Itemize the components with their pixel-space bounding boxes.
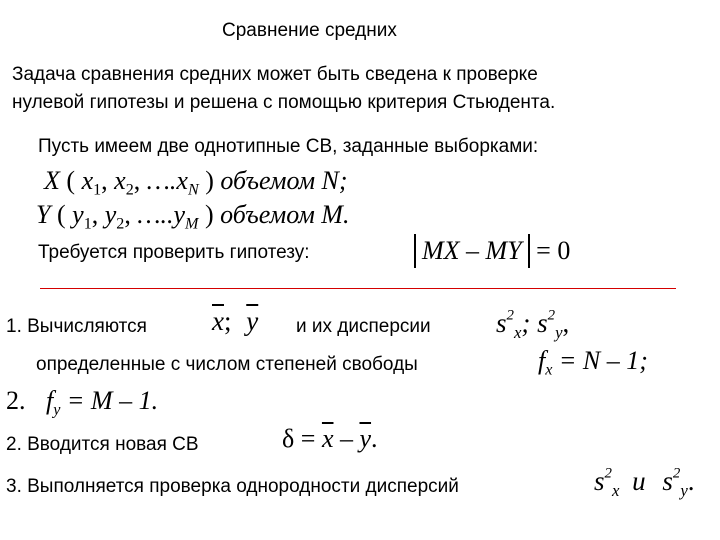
sample-x-open: ( <box>66 166 76 195</box>
sample-y-formula: Y ( $y_1$, $y_2$, $\dots..y_M$ ) объемом M. <box>36 200 350 233</box>
sample-x-ellipsis: ….x <box>146 166 188 195</box>
step2-num: 2. <box>6 386 26 415</box>
step4-s-x: s <box>594 466 605 496</box>
disp-sup-y: 2 <box>547 307 556 324</box>
dof-x-f: f <box>538 346 546 375</box>
step2-sub: y <box>53 401 61 419</box>
dof-x-sub: x <box>545 361 553 379</box>
disp-s-x: s <box>496 308 507 338</box>
sample-x-sub1: 1 <box>93 181 102 199</box>
intro-line-1: Задача сравнения средних может быть сведена к проверке <box>12 64 538 85</box>
mean-sep: ; <box>223 306 232 336</box>
mean-x: $\overline{x}$ <box>212 306 224 336</box>
step3-eq: = <box>300 424 316 453</box>
step4-sub-x: x <box>611 480 620 500</box>
disp-end: , <box>562 308 570 338</box>
sample-y-open: ( <box>56 200 66 229</box>
sample-y-volume: объемом M. <box>220 200 350 229</box>
sample-y-y1: y <box>72 200 84 229</box>
mean-y: $\overline{y}$ <box>246 306 259 336</box>
sample-x-x1: x <box>81 166 94 195</box>
hypothesis-label: Требуется проверить гипотезу: <box>38 242 310 263</box>
page-title: Сравнение средних <box>222 20 397 41</box>
sample-x-subN: N <box>187 181 199 199</box>
step3-formula <box>282 424 378 454</box>
step2-rest: = M – 1. <box>60 386 159 415</box>
sample-x-sub2: 2 <box>125 181 134 199</box>
sample-x-close: ) <box>205 166 214 195</box>
sample-y-sub1: 1 <box>83 215 92 233</box>
disp-sup-x: 2 <box>506 307 514 324</box>
step2-formula <box>6 386 159 419</box>
step1-means <box>212 306 258 337</box>
sample-y-ellipsis: …..y <box>137 200 186 229</box>
step1-label: 1. Вычисляются <box>6 316 147 337</box>
step4-sub-y: y <box>680 480 688 500</box>
step3-delta: δ <box>282 424 295 453</box>
step3-end: . <box>371 424 378 453</box>
sample-y-close: ) <box>204 200 214 229</box>
step3-y: $\overline{y}$ <box>359 424 372 453</box>
disp-sub-y: y <box>555 322 563 342</box>
sample-x-volume: объемом N; <box>220 166 348 195</box>
step4-and: и <box>632 466 646 496</box>
step4-formula <box>594 465 695 500</box>
step3-label: 2. Вводится новая СВ <box>6 434 199 455</box>
divider-line <box>40 288 676 289</box>
step4-label: 3. Выполняется проверка однородности дисперсий <box>6 476 459 497</box>
disp-sep: ; <box>521 308 531 338</box>
step4-end: . <box>687 466 695 496</box>
sample-x-x2: x <box>114 166 126 195</box>
step4-s-y: s <box>662 466 673 496</box>
step3-x: $\overline{x}$ <box>321 424 334 453</box>
disp-sub-x: x <box>513 322 522 342</box>
dof-x-formula <box>538 346 648 379</box>
step4-sup-x: 2 <box>604 465 612 482</box>
sample-x-formula: X ( $x_1$, $x_2$, $\dots.x_N$ ) объемом N; <box>44 166 348 199</box>
dof-label: определенные с числом степеней свободы <box>36 354 418 375</box>
hypothesis-formula <box>414 234 570 268</box>
step2-f: f <box>46 386 54 415</box>
step1-dispersions-label: и их дисперсии <box>296 316 431 337</box>
sample-y-subM: M <box>185 215 199 233</box>
disp-s-y: s <box>537 308 548 338</box>
hypothesis-eq: = 0 <box>536 236 571 265</box>
dof-x-rest: = N – 1; <box>552 346 648 375</box>
sample-x-name: X <box>44 166 60 195</box>
step3-minus: – <box>339 424 353 453</box>
samples-intro: Пусть имеем две однотипные СВ, заданные выборками: <box>38 136 539 157</box>
hypothesis-abs: MX – MY <box>414 234 530 268</box>
sample-y-name: Y <box>36 200 51 229</box>
sample-y-sub2: 2 <box>116 215 125 233</box>
step1-dispersions <box>496 307 570 342</box>
sample-y-y2: y <box>104 200 117 229</box>
intro-line-2: нулевой гипотезы и решена с помощью критерия Стьюдента. <box>12 92 556 113</box>
step4-sup-y: 2 <box>672 465 681 482</box>
